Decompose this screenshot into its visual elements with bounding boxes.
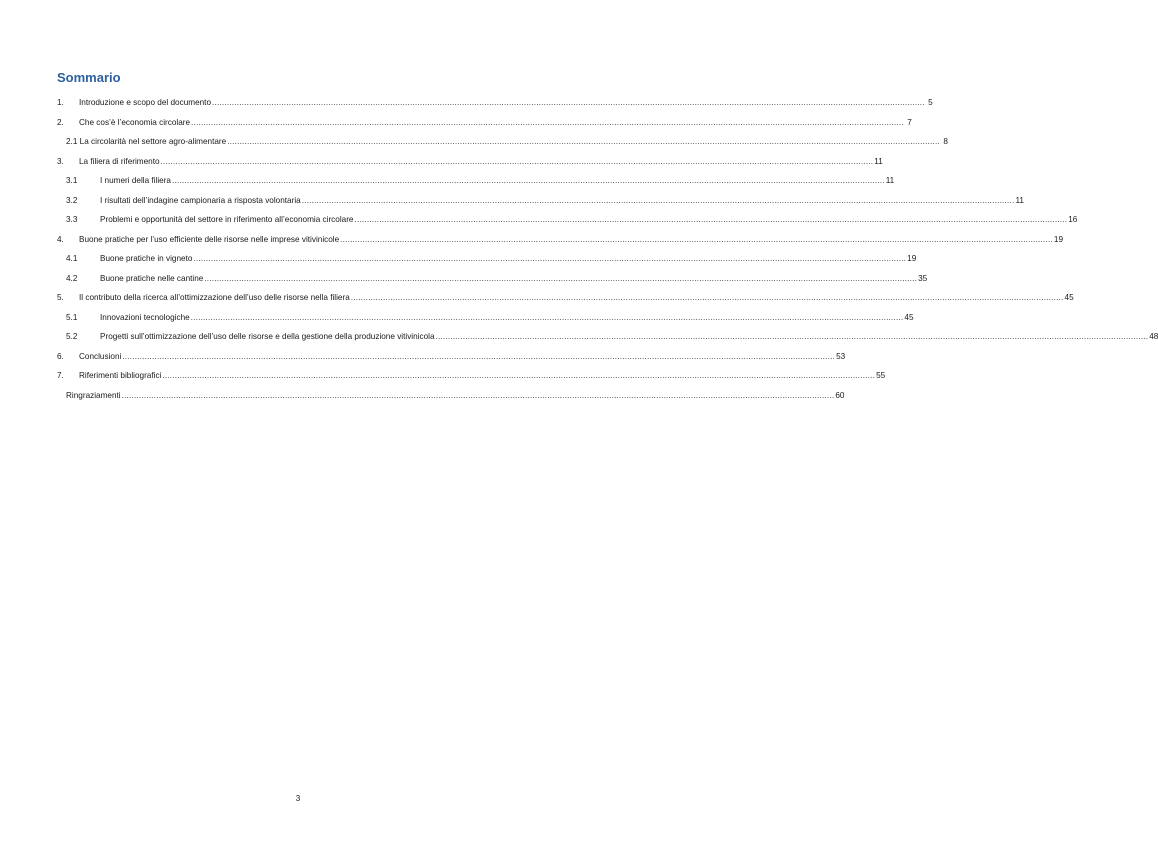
toc-entry[interactable] <box>57 137 948 157</box>
dot-leader <box>436 332 1149 341</box>
toc-entry-title: Riferimenti bibliografici <box>79 371 162 380</box>
toc-entry[interactable] <box>57 332 1158 352</box>
toc-entry-page: 55 <box>876 371 886 380</box>
toc-entry-number: 4. <box>57 234 64 244</box>
toc-entry[interactable] <box>57 195 1024 216</box>
toc-entry-number: 1. <box>57 98 64 107</box>
toc-entry-title: Ringraziamenti <box>66 390 121 400</box>
toc-entry[interactable] <box>57 273 928 294</box>
toc-entry-title: Che cos’è l’economia circolare <box>79 117 191 127</box>
toc-entry[interactable] <box>57 254 917 274</box>
toc-entry-page: 45 <box>904 312 914 322</box>
toc-entry[interactable] <box>57 234 1064 255</box>
dot-leader <box>162 371 875 380</box>
toc-entry-title: 2.1 La circolarità nel settore agro-alimentare <box>66 137 227 146</box>
toc-entry-page: 48 <box>1149 332 1158 341</box>
toc-entry[interactable] <box>57 215 1078 235</box>
toc-entry-number: 3. <box>57 156 64 166</box>
toc-entry-number: 6. <box>57 351 64 361</box>
toc-entry-page: 11 <box>885 176 895 185</box>
toc-entry-number: 3.1 <box>66 176 78 185</box>
toc-entry-page: 16 <box>1068 215 1078 224</box>
toc-entry-page: 7 <box>907 117 912 127</box>
toc-entry[interactable] <box>57 371 886 391</box>
dot-leader <box>212 98 925 107</box>
toc-entry-title: Conclusioni <box>79 351 122 361</box>
toc-entry[interactable] <box>57 117 912 138</box>
toc-entry-number: 4.2 <box>66 273 78 283</box>
toc-entry-page: 19 <box>1053 234 1064 244</box>
table-of-contents <box>57 98 1158 410</box>
toc-entry-number: 3.3 <box>66 215 78 224</box>
toc-entry-title: I risultati dell’indagine campionaria a risposta volontaria <box>100 195 301 205</box>
toc-entry-title: Il contributo della ricerca all’ottimizzazione dell’uso delle risorse nella filiera <box>79 293 350 302</box>
toc-entry-page: 19 <box>907 254 917 263</box>
dot-leader <box>204 274 917 283</box>
toc-entry-title: Progetti sull’ottimizzazione dell’uso delle risorse e della gestione della produzione vitivinicola <box>100 332 435 341</box>
toc-entry-page: 53 <box>836 351 846 361</box>
toc-entry-title: Buone pratiche nelle cantine <box>100 273 204 283</box>
toc-title: Sommario <box>57 70 121 85</box>
dot-leader <box>193 254 906 263</box>
toc-entry-number: 7. <box>57 371 64 380</box>
toc-entry[interactable] <box>57 351 846 372</box>
toc-entry-page: 11 <box>874 156 883 166</box>
dot-leader <box>122 352 835 361</box>
toc-entry-number: 4.1 <box>66 254 78 263</box>
toc-entry-number: 5.1 <box>66 312 78 322</box>
toc-entry-title: I numeri della filiera <box>100 176 171 185</box>
toc-entry-title: Innovazioni tecnologiche <box>100 312 190 322</box>
dot-leader <box>172 176 885 185</box>
dot-leader <box>191 118 904 127</box>
toc-entry-page: 8 <box>943 137 948 146</box>
dot-leader <box>122 391 835 400</box>
toc-entry-number: 5.2 <box>66 332 78 341</box>
toc-entry[interactable] <box>57 390 845 411</box>
dot-leader <box>302 196 1015 205</box>
toc-entry-title: Introduzione e scopo del documento <box>79 98 211 107</box>
toc-entry[interactable] <box>57 176 895 196</box>
toc-entry[interactable] <box>57 312 914 333</box>
dot-leader <box>354 215 1067 224</box>
toc-entry[interactable] <box>57 98 933 118</box>
dot-leader <box>227 137 940 146</box>
dot-leader <box>161 157 874 166</box>
toc-entry-number: 3.2 <box>66 195 78 205</box>
dot-leader <box>351 293 1064 302</box>
toc-entry-page: 60 <box>835 390 845 400</box>
page-number: 3 <box>295 794 301 803</box>
toc-entry-title: La filiera di riferimento <box>79 156 160 166</box>
dot-leader <box>340 235 1053 244</box>
toc-entry-page: 35 <box>918 273 928 283</box>
toc-entry-number: 2. <box>57 117 64 127</box>
toc-entry-title: Buone pratiche per l’uso efficiente delle risorse nelle imprese vitivinicole <box>79 234 340 244</box>
toc-entry-page: 5 <box>928 98 933 107</box>
toc-entry-title: Problemi e opportunità del settore in riferimento all’economia circolare <box>100 215 354 224</box>
toc-entry-title: Buone pratiche in vigneto <box>100 254 193 263</box>
toc-entry[interactable] <box>57 156 883 177</box>
toc-entry-page: 45 <box>1064 293 1074 302</box>
dot-leader <box>191 313 904 322</box>
toc-entry-number: 5. <box>57 293 64 302</box>
toc-entry[interactable] <box>57 293 1074 313</box>
toc-entry-page: 11 <box>1015 195 1024 205</box>
